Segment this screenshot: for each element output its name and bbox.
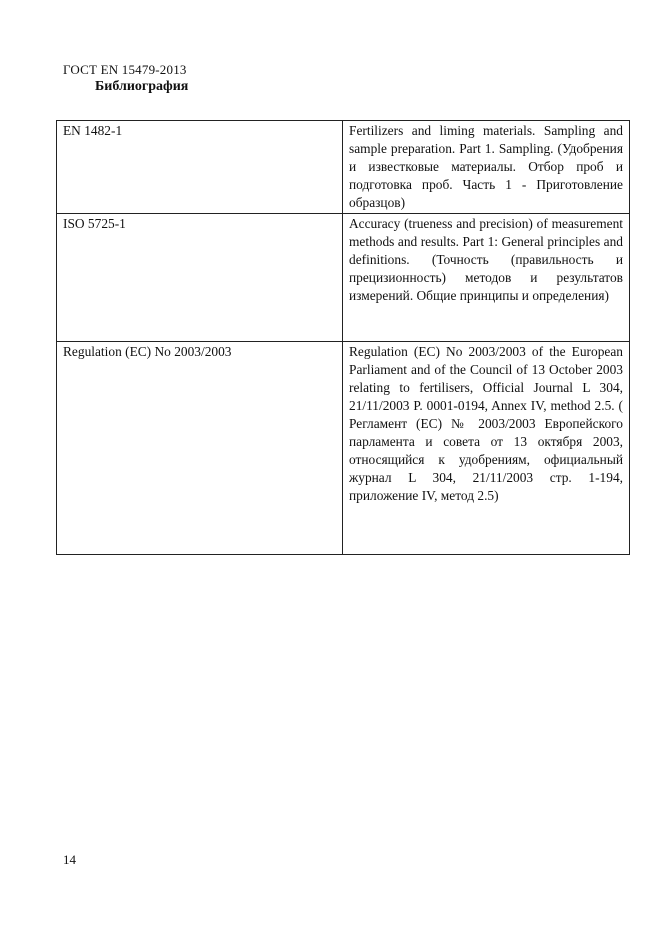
- reference-cell: Regulation (EC) No 2003/2003: [57, 342, 343, 555]
- reference-cell: ISO 5725-1: [57, 214, 343, 342]
- description-cell: Accuracy (trueness and precision) of measurement methods and results. Part 1: General principles and definitions. (Точность (правильность и прецизионность) методов и результатов измерений. Общие принципы и определения): [343, 214, 630, 342]
- description-cell: Regulation (EC) No 2003/2003 of the European Parliament and of the Council of 13 October 2003 relating to fertilisers, Official Journal L 304, 21/11/2003 P. 0001-0194, Annex IV, method 2.5. ( Регламент (ЕС) № 2003/2003 Европейского парламента и совета от 13 октября 2003, относящийся к удобрениям, официальный журнал L 304, 21/11/2003 стр. 1-194, приложение IV, метод 2.5): [343, 342, 630, 555]
- standard-code: ГОСТ EN 15479-2013: [63, 62, 187, 77]
- table-row: [57, 121, 630, 214]
- table-row: [57, 214, 630, 342]
- page-number: 14: [63, 852, 76, 867]
- reference-cell: EN 1482-1: [57, 121, 343, 214]
- bibliography-table: [56, 120, 630, 555]
- description-cell: Fertilizers and liming materials. Sampling and sample preparation. Part 1. Sampling. (Удобрения и известковые материалы. Отбор проб и подготовка проб. Часть 1 - Приготовление образцов): [343, 121, 630, 214]
- table-row: [57, 342, 630, 555]
- section-title: Библиография: [95, 79, 189, 94]
